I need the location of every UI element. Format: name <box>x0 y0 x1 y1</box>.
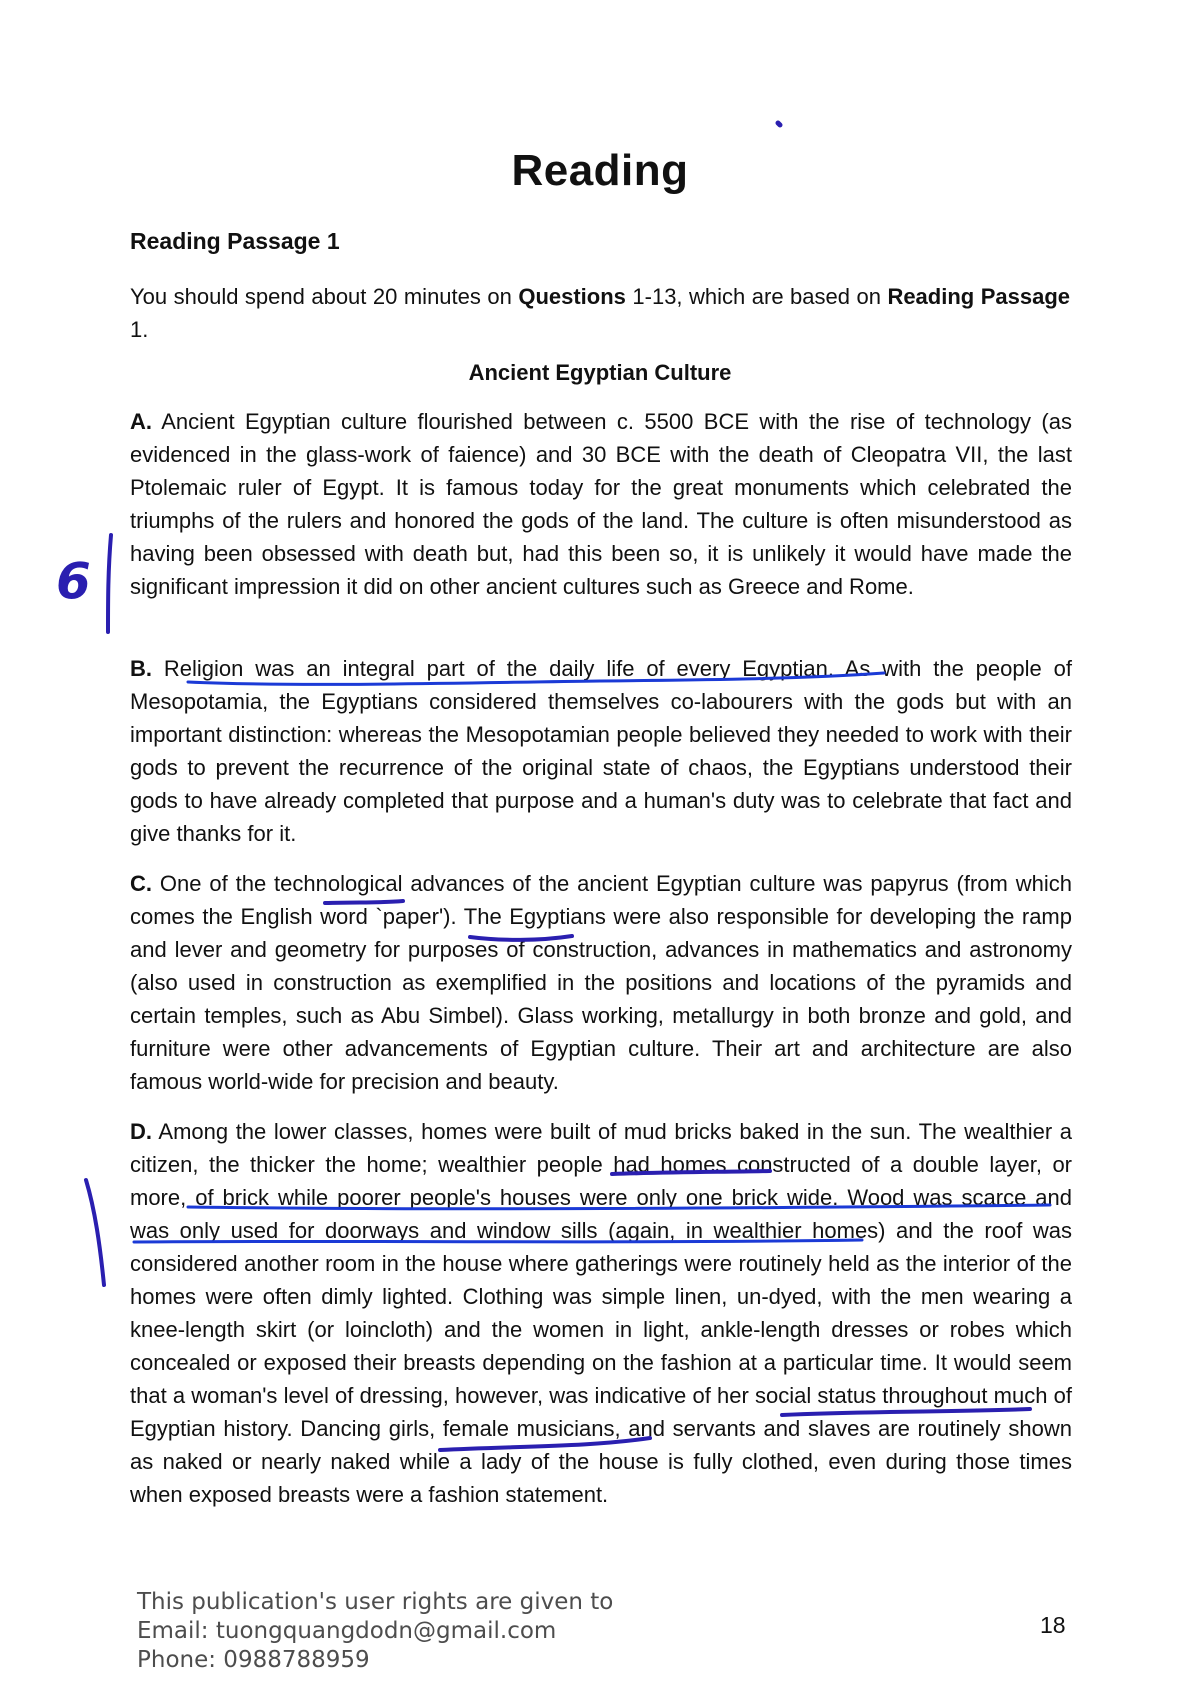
instructions <box>130 280 1070 346</box>
paragraph-a <box>130 405 1072 603</box>
footer-rights-line: This publication's user rights are given to <box>137 1589 614 1615</box>
page-title: Reading <box>511 146 689 195</box>
instructions-questions: Questions <box>518 284 626 309</box>
paragraph-text: One of the technological advances of the ancient Egyptian culture was papyrus (from which comes the English word `paper'). The Egyptians were also responsible for developing the ramp and lever and geometry for purposes of construction, advances in mathematics and astronomy (also used in construction as exemplified in the positions and locations of the pyramids and certain temples, such as Abu Simbel). Glass working, metallurgy in both bronze and gold, and furniture were other advancements of Egyptian culture. Their art and architecture are also famous world-wide for precision and beauty. <box>130 871 1072 1094</box>
paragraph-label: A. <box>130 409 152 434</box>
footer-phone: Phone: 0988788959 <box>137 1647 370 1673</box>
article-title: Ancient Egyptian Culture <box>468 360 732 385</box>
paragraph-d <box>130 1115 1072 1511</box>
paragraph-label: B. <box>130 656 152 681</box>
paragraph-text: Among the lower classes, homes were built of mud bricks baked in the sun. The wealthier a citizen, the thicker the home; wealthier people had homes constructed of a double layer, or more, of brick while poorer people's houses were only one brick wide. Wood was scarce and was only used for doorways and window sills (again, in wealthier homes) and the roof was considered another room in the house where gatherings were routinely held as the interior of the homes were often dimly lighted. Clothing was simple linen, un-dyed, with the men wearing a knee-length skirt (or loincloth) and the women in light, ankle-length dresses or robes which concealed or exposed their breasts depending on the fashion at a particular time. It would seem that a woman's level of dressing, however, was indicative of her social status throughout much of Egyptian history. Dancing girls, female musicians, and servants and slaves are routinely shown as naked or nearly naked while a lady of the house is fully clothed, even during those times when exposed breasts were a fashion statement. <box>130 1119 1072 1507</box>
instructions-passage-ref: Reading Passage <box>887 284 1070 309</box>
paragraph-c <box>130 867 1072 1098</box>
margin-bracket-a <box>108 535 111 632</box>
passage-heading: Reading Passage 1 <box>130 228 340 254</box>
stray-dot <box>778 123 780 125</box>
footer-rights <box>137 1588 613 1675</box>
instructions-post: 1. <box>130 317 149 342</box>
paragraph-label: D. <box>130 1119 152 1144</box>
instructions-pre: You should spend about 20 minutes on <box>130 284 519 309</box>
page-number: 18 <box>1040 1612 1066 1638</box>
paragraph-b <box>130 652 1072 850</box>
paragraph-text: Religion was an integral part of the daily life of every Egyptian. As with the people of Mesopotamia, the Egyptians considered themselves co-labourers with the gods but with an important distinction: whereas the Mesopotamian people believed they needed to work with their gods to prevent the recurrence of the original state of chaos, the Egyptians understood their gods to have already completed that purpose and a human's duty was to celebrate that fact and give thanks for it. <box>130 656 1072 846</box>
paragraph-text: Ancient Egyptian culture flourished between c. 5500 BCE with the rise of technology (as evidenced in the glass-work of faience) and 30 BCE with the death of Cleopatra VII, the last Ptolemaic ruler of Egypt. It is famous today for the great monuments which celebrated the triumphs of the rulers and honored the gods of the land. The culture is often misunderstood as having been obsessed with death but, had this been so, it is unlikely it would have made the significant impression it did on other ancient cultures such as Greece and Rome. <box>130 409 1072 599</box>
paragraph-label: C. <box>130 871 152 896</box>
instructions-mid: 1-13, which are based on <box>625 284 888 309</box>
footer-email: Email: tuongquangdodn@gmail.com <box>137 1618 557 1644</box>
margin-number-6: 6 <box>56 552 91 610</box>
margin-bracket-d <box>86 1180 104 1285</box>
